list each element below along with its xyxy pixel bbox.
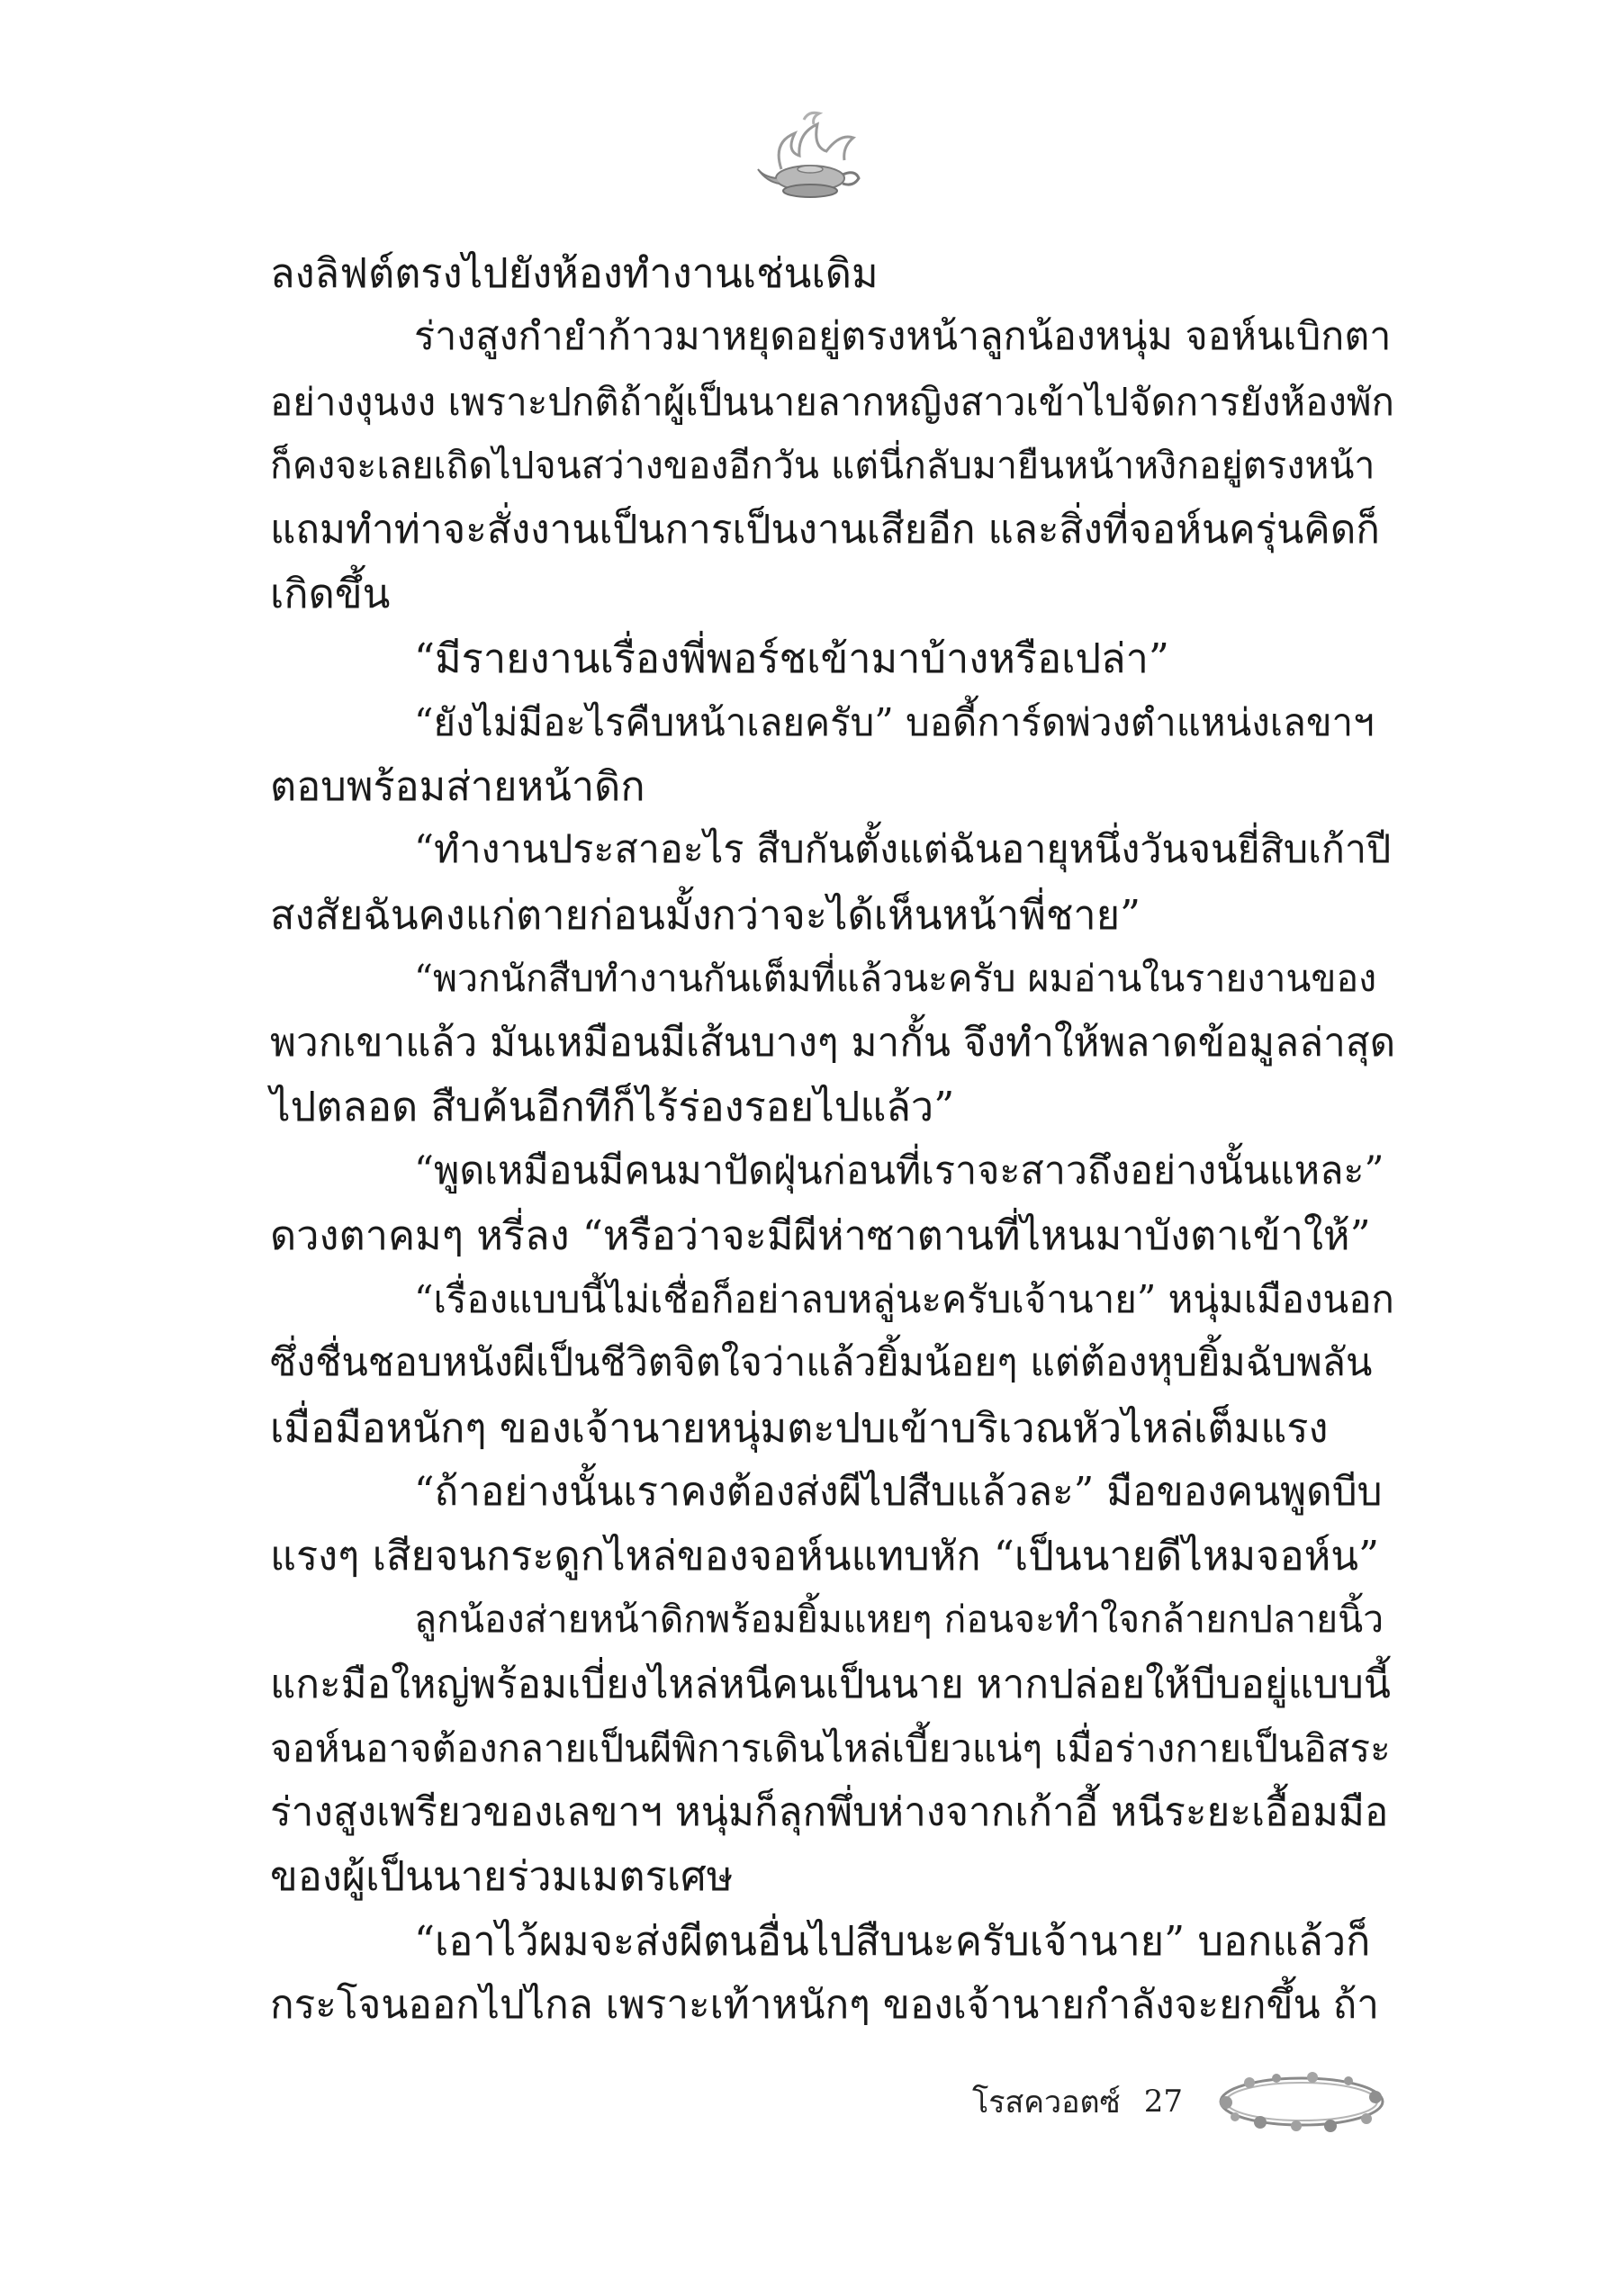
paragraph-first-line: “เอาไว้ผมจะส่งผีตนอื่นไปสืบนะครับเจ้านาย” บอกแล้วก็ [414, 1916, 1371, 1965]
page-footer [972, 2070, 1183, 2133]
paragraph-first-line: “ยังไม่มีอะไรคืบหน้าเลยครับ” บอดี้การ์ดพ่วงตำแหน่งเลขาฯ [414, 699, 1375, 744]
body-text [270, 241, 1395, 2037]
text-line: แรงๆ เสียจนกระดูกไหล่ของจอห์นแทบหัก “เป็นนายดีไหมจอห์น” [270, 1532, 1380, 1580]
text-line: จอห์นอาจต้องกลายเป็นผีพิการเดินไหล่เบี้ยวแน่ๆ เมื่อร่างกายเป็นอิสระ [270, 1725, 1391, 1770]
text-line: ร่างสูงเพรียวของเลขาฯ หนุ่มก็ลุกพึ่บห่างจากเก้าอี้ หนีระยะเอื้อมมือ [270, 1789, 1389, 1835]
text-line: ก็คงจะเลยเถิดไปจนสว่างของอีกวัน แต่นี่กลับมายืนหน้าหงิกอยู่ตรงหน้า [270, 443, 1375, 487]
text-line: แกะมือใหญ่พร้อมเบี่ยงไหล่หนีคนเป็นนาย หากปล่อยให้บีบอยู่แบบนี้ [270, 1661, 1391, 1707]
text-line: แถมทำท่าจะสั่งงานเป็นการเป็นงานเสียอีก และสิ่งที่จอห์นครุ่นคิดก็ [270, 507, 1380, 553]
text-line: กระโจนออกไปไกล เพราะเท้าหนักๆ ของเจ้านายกำลังจะยกขึ้น ถ้า [270, 1981, 1379, 2028]
book-title: โรสควอตซ์ [972, 2084, 1121, 2120]
paragraph-first-line: “พวกนักสืบทำงานกันเต็มที่แล้วนะครับ ผมอ่านในรายงานของ [414, 956, 1377, 1000]
text-line: ตอบพร้อมส่ายหน้าดิก [270, 762, 645, 810]
paragraph-first-line: “เรื่องแบบนี้ไม่เชื่อก็อย่าลบหลู่นะครับเจ้านาย” หนุ่มเมืองนอก [414, 1277, 1394, 1321]
paragraph-first-line: “พูดเหมือนมีคนมาปัดฝุ่นก่อนที่เราจะสาวถึงอย่างนั้นแหละ” [414, 1148, 1384, 1193]
text-line: ดวงตาคมๆ หรี่ลง “หรือว่าจะมีผีห่าซาตานที่ไหนมาบังตาเข้าให้” [270, 1211, 1371, 1259]
text-line: เมื่อมือหนักๆ ของเจ้านายหนุ่มตะปบเข้าบริเวณหัวไหล่เต็มแรง [270, 1403, 1329, 1452]
paragraph-first-line: ลูกน้องส่ายหน้าดิกพร้อมยิ้มแหยๆ ก่อนจะทำใจกล้ายกปลายนิ้ว [414, 1598, 1384, 1642]
text-line: สงสัยฉันคงแก่ตายก่อนมั้งกว่าจะได้เห็นหน้าพี่ชาย” [270, 890, 1141, 939]
text-line: เกิดขึ้น [270, 570, 391, 618]
text-line: ซึ่งชื่นชอบหนังผีเป็นชีวิตจิตใจว่าแล้วยิ้มน้อยๆ แต่ต้องหุบยิ้มฉับพลัน [270, 1340, 1373, 1386]
page-number: 27 [1143, 2084, 1183, 2120]
text-line: ลงลิฟต์ตรงไปยังห้องทำงานเช่นเดิม [270, 249, 879, 297]
teapot-icon [754, 106, 864, 205]
text-line: อย่างงุนงง เพราะปกติถ้าผู้เป็นนายลากหญิงสาวเข้าไปจัดการยังห้องพัก [270, 379, 1394, 424]
text-line: ของผู้เป็นนายร่วมเมตรเศษ [270, 1852, 734, 1901]
rose-vine-icon [1213, 2066, 1390, 2137]
text-line: ไปตลอด สืบค้นอีกทีก็ไร้ร่องรอยไปแล้ว” [270, 1083, 955, 1131]
paragraph-first-line: “มีรายงานเรื่องพี่พอร์ชเข้ามาบ้างหรือเปล่า” [414, 634, 1169, 682]
paragraph-first-line: “ทำงานประสาอะไร สืบกันตั้งแต่ฉันอายุหนึ่งวันจนยี่สิบเก้าปี [414, 827, 1392, 873]
paragraph-first-line: “ถ้าอย่างนั้นเราคงต้องส่งผีไปสืบแล้วละ” มือของคนพูดบีบ [414, 1468, 1383, 1515]
text-line: พวกเขาแล้ว มันเหมือนมีเส้นบางๆ มากั้น จึงทำให้พลาดข้อมูลล่าสุด [270, 1020, 1396, 1066]
paragraph-first-line: ร่างสูงกำยำก้าวมาหยุดอยู่ตรงหน้าลูกน้องหนุ่ม จอห์นเบิกตา [414, 314, 1392, 360]
